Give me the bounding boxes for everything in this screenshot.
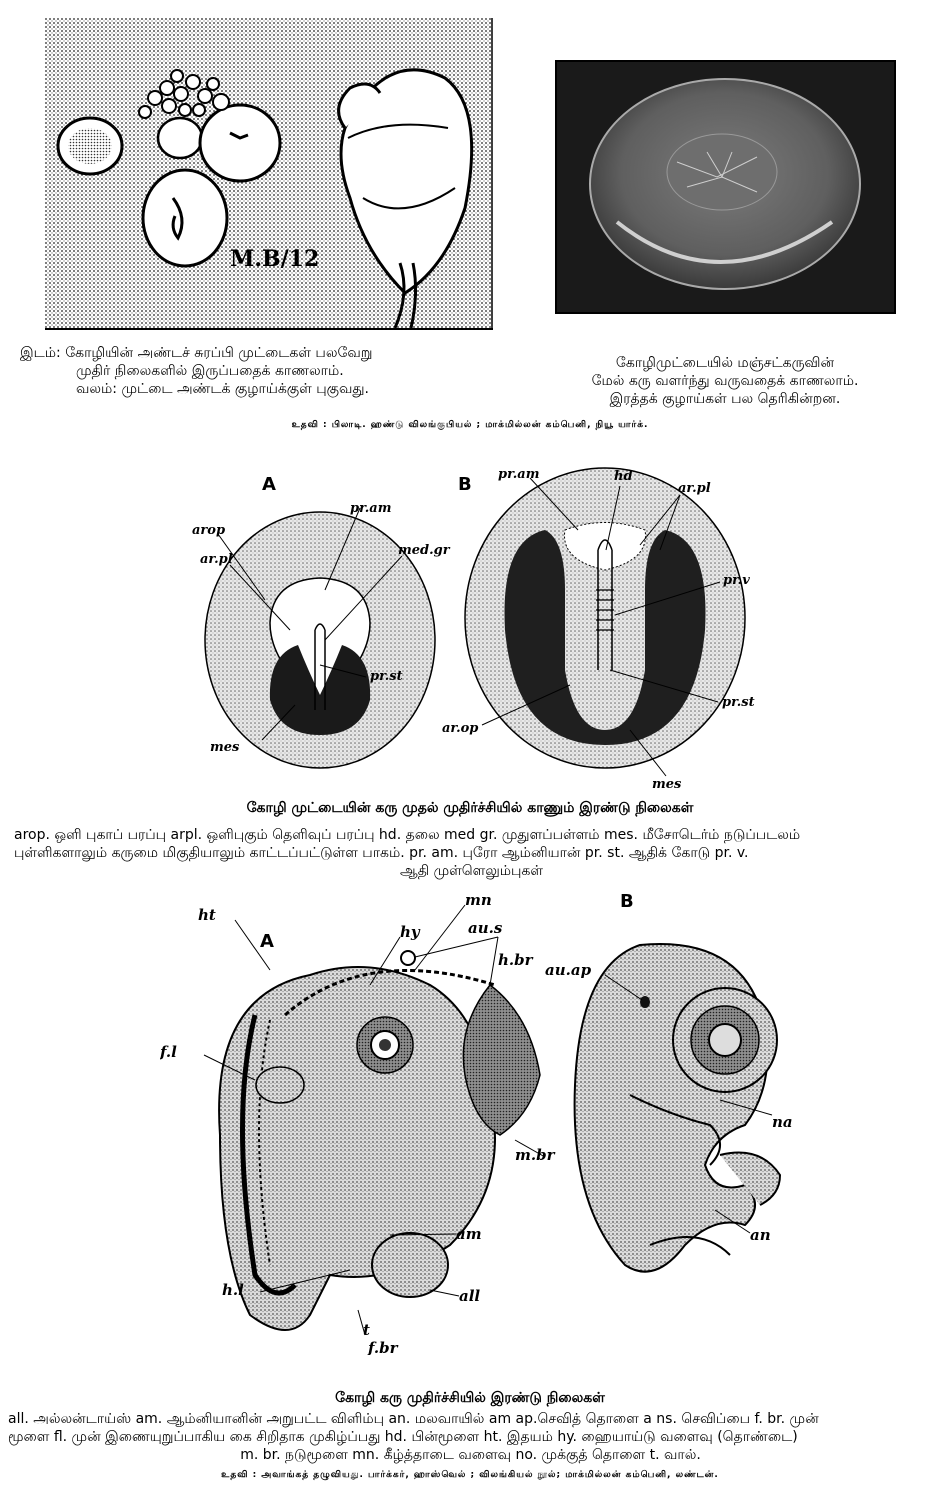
b-label-mes: mes bbox=[652, 777, 682, 790]
b-label-prst: pr.st bbox=[722, 695, 755, 710]
caption-line: முதிர் நிலைகளில் இருப்பதைக் காணலாம். bbox=[76, 363, 344, 379]
a-label-arop: arop bbox=[192, 523, 226, 538]
a-label-all: all bbox=[459, 1287, 481, 1305]
a-label-hbr: h.br bbox=[498, 951, 533, 969]
a-label-arpl: ar.pl bbox=[200, 552, 233, 567]
bottom-credit: உதவி : அவாங்கத் தழுவியது. பார்க்கர், ஹாஸ்வெல் ; விலங்கியல் நூல்; மாக்மில்லன் கம்பெனி, லண்டன். bbox=[221, 1470, 719, 1480]
b-label-hd: hd bbox=[614, 469, 633, 484]
glossary-line: m. br. நடுமூளை mn. கீழ்த்தாடை வளைவு no. முக்குத் தொளை t. வால். bbox=[240, 1447, 701, 1463]
a-label-am: am bbox=[456, 1225, 482, 1243]
bottom-label-a: A bbox=[260, 931, 274, 952]
a-label-aus: au.s bbox=[468, 919, 503, 937]
b-label-an: an bbox=[750, 1226, 771, 1244]
a-label-fbr: f.br bbox=[368, 1339, 398, 1355]
bottom-label-b: B bbox=[620, 891, 634, 912]
b-label-na: na bbox=[772, 1113, 793, 1131]
ovary-illustration bbox=[45, 18, 493, 330]
glossary-line: ஆதி முள்ளெலும்புகள் bbox=[399, 863, 544, 879]
a-label-fl: f.l bbox=[160, 1043, 177, 1061]
caption-line: இடம்: கோழியின் அண்டச் சுரப்பி முட்டைகள் பலவேறு bbox=[20, 345, 373, 361]
a-label-hl: h.l bbox=[222, 1281, 244, 1299]
top-left-caption bbox=[20, 344, 373, 398]
caption-line: வலம்: முட்டை அண்டக் குழாய்க்குள் புகுவது. bbox=[76, 381, 370, 397]
glossary-line: புள்ளிகளாலும் கருமை மிகுதியாலும் காட்டப்பட்டுள்ள பாகம். pr. am. புரோ ஆம்னியான் pr. st. ஆதிக் கோடு pr. v. bbox=[14, 845, 749, 861]
middle-glossary bbox=[14, 826, 929, 880]
blastoderm-diagrams bbox=[170, 450, 770, 790]
caption-line: இரத்தக் குழாய்கள் பல தெரிகின்றன. bbox=[609, 391, 841, 407]
label-a: A bbox=[262, 474, 276, 495]
b-label-prv: pr.v bbox=[723, 573, 750, 588]
a-label-mn: mn bbox=[465, 891, 492, 909]
b-label-auap: au.ap bbox=[545, 961, 592, 979]
yolk-photograph bbox=[555, 60, 896, 314]
embryo-drawings bbox=[160, 885, 820, 1355]
a-label-hy: hy bbox=[400, 923, 420, 941]
a-label-t: t bbox=[363, 1321, 370, 1339]
a-label-medgr: med.gr bbox=[398, 543, 450, 558]
middle-title: கோழி முட்டையின் கரு முதல் முதிர்ச்சியில் காணும் இரண்டு நிலைகள் bbox=[246, 800, 694, 816]
b-label-arop: ar.op bbox=[442, 721, 479, 736]
glossary-line: மூளை fl. முன் இணையுறுப்பாகிய கை சிறிதாக முகிழ்ப்பது hd. பின்மூளை ht. இதயம் hy. ஹையாய்டு வளைவு (தொண்டை) bbox=[8, 1429, 798, 1445]
top-credit: உதவி : பிலாடி. ஹண்டு விலங்குபியல் ; மாக்மில்லன் கம்பெனி, நியூ யார்க். bbox=[291, 420, 649, 430]
a-label-mbr: m.br bbox=[515, 1146, 555, 1164]
b-label-arpl: ar.pl bbox=[678, 481, 711, 496]
bottom-glossary bbox=[8, 1410, 933, 1464]
a-label-prst: pr.st bbox=[370, 669, 403, 684]
caption-line: மேல் கரு வளர்ந்து வருவதைக் காணலாம். bbox=[591, 373, 859, 389]
signature: M.B/12 bbox=[230, 246, 320, 272]
bottom-title: கோழி கரு முதிர்ச்சியில் இரண்டு நிலைகள் bbox=[335, 1390, 605, 1406]
glossary-line: all. அல்லன்டாய்ஸ் am. ஆம்னியானின் அறுபட்ட விளிம்பு an. மலவாயில் am ap.செவித் தொளை a ns. செவிப்பை f. br. முன் bbox=[8, 1411, 819, 1427]
glossary-line: arop. ஒளி புகாப் பரப்பு arpl. ஒளிபுகும் தெளிவுப் பரப்பு hd. தலை med gr. முதுளப்பள்ளம் mes. மீசோடெர்ம் நடுப்படலம் bbox=[14, 827, 801, 843]
caption-line: கோழிமுட்டையில் மஞ்சட்கருவின் bbox=[615, 355, 835, 371]
a-label-pram: pr.am bbox=[350, 501, 392, 516]
b-label-pram: pr.am bbox=[498, 467, 540, 482]
a-label-mes: mes bbox=[210, 740, 240, 755]
top-right-caption bbox=[560, 354, 890, 408]
a-label-ht: ht bbox=[198, 906, 216, 924]
label-b: B bbox=[458, 474, 472, 495]
